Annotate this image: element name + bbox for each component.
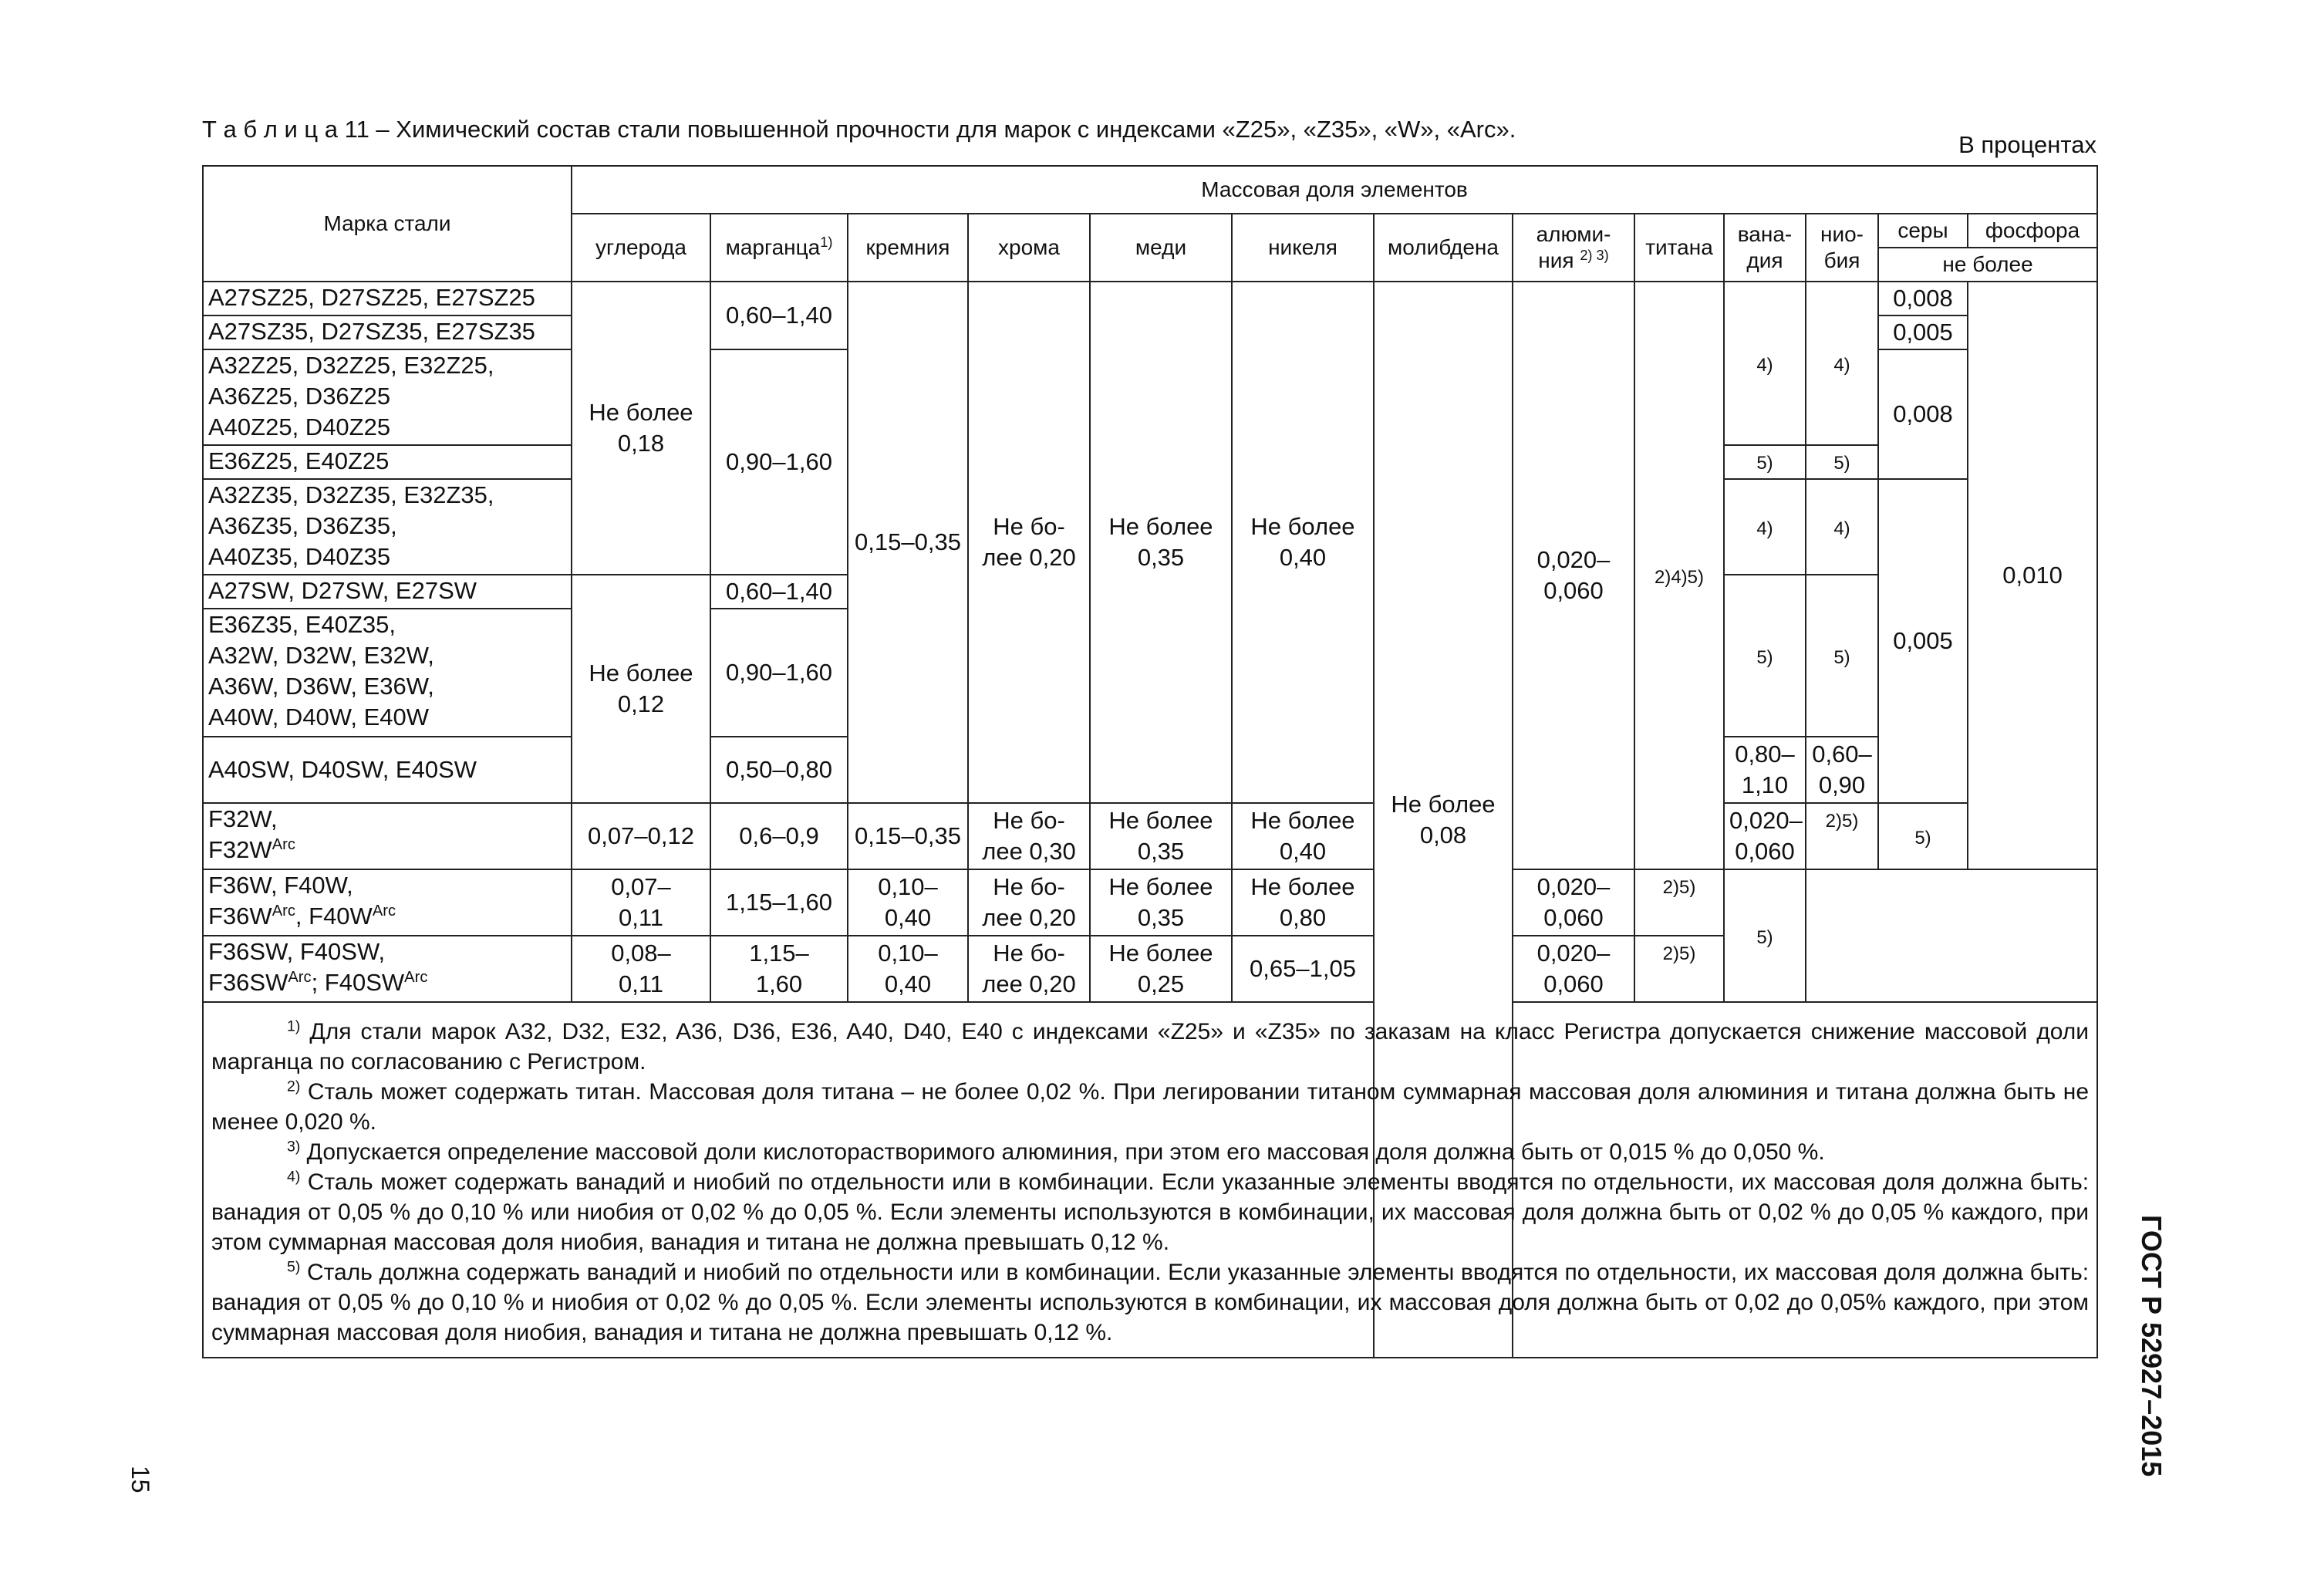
grade-cell: F36W, F40W, $F36W^{Arc}$, $F40W^{Arc}$ <box>203 869 572 936</box>
sulfur-cell: 0,005 <box>1878 315 1968 349</box>
carbon-cell: 0,08– 0,11 <box>572 936 710 1002</box>
manganese-cell: 0,60–1,40 <box>710 282 848 349</box>
header-max: не более <box>1878 248 2097 282</box>
standard-designation: ГОСТ Р 52927–2015 <box>2136 1215 2167 1477</box>
header-titanium: титана <box>1634 214 1724 282</box>
aluminium-cell: 0,020– 0,060 <box>1513 869 1634 936</box>
silicon-cell: 0,10– 0,40 <box>848 936 968 1002</box>
footnote-4: $^{4)}$ Сталь может содержать ванадий и ниобий по отдельности или в комбинации. Если указанные элементы вводятся по отдельности, их массовая доля должна быть: ванадия от 0,05 % до 0,10 % или ниобия от 0,02 % до 0,05 %. Если элементы используются в комбинации, их массовая доля должна быть от 0,02 % до 0,05 % каждого, при этом суммарная массовая доля ниобия, ванадия и титана не должна превышать 0,12 %. <box>211 1168 2090 1255</box>
header-carbon: углерода <box>572 214 710 282</box>
copper-cell: Не более 0,25 <box>1090 936 1232 1002</box>
footnote-5: $^{5)}$ Сталь должна содержать ванадий и ниобий по отдельности или в комбинации. Если указанные элементы вводятся по отдельности, их массовая доля должна быть: ванадия от 0,05 % до 0,10 % и ниобия от 0,02 % до 0,05 %. Если элементы используются в комбинации, их массовая доля должна быть от 0,02 до 0,05% каждого, при этом суммарная массовая доля ниобия, ванадия и титана не должна превышать 0,12 %. <box>211 1258 2090 1345</box>
footnote-1: $^{1)}$ Для стали марок A32, D32, E32, A36, D36, E36, A40, D40, E40 с индексами «Z25» и «Z35» по заказам на класс Регистра допускается снижение массовой доли марганца по согласованию с Регистром. <box>211 1017 2090 1075</box>
header-mass-fraction: Массовая доля элементов <box>572 166 2097 214</box>
niobium-cell: 5) <box>1806 575 1878 737</box>
sulfur-cell: 0,008 <box>1878 282 1968 315</box>
table-row <box>203 282 2097 315</box>
header-niobium: нио- бия <box>1806 214 1878 282</box>
grade-cell: A40SW, D40SW, E40SW <box>203 737 572 803</box>
niobium-cell: 5) <box>1806 445 1878 479</box>
grade-cell: A27SZ25, D27SZ25, E27SZ25 <box>203 282 572 315</box>
vanadium-cell: 5) <box>1724 445 1806 479</box>
copper-cell: Не более 0,35 <box>1090 282 1232 803</box>
manganese-cell: 0,90–1,60 <box>710 609 848 737</box>
grade-cell: A32Z35, D32Z35, E32Z35, A36Z35, D36Z35, A40Z35, D40Z35 <box>203 479 572 575</box>
sulfur-cell: 0,005 <box>1878 479 1968 803</box>
header-molybdenum: молибдена <box>1374 214 1513 282</box>
footnotes-row <box>203 1002 2097 1358</box>
vanadium-cell: 4) <box>1724 282 1806 445</box>
header-phosphorus: фосфора <box>1968 214 2097 248</box>
silicon-cell: 0,15–0,35 <box>848 803 968 869</box>
molybdenum-cell: Не более 0,08 <box>1374 282 1513 1358</box>
header-nickel: никеля <box>1232 214 1374 282</box>
nickel-cell: Не более 0,40 <box>1232 282 1374 803</box>
titanium-cell: 2)5) <box>1806 803 1878 869</box>
aluminium-cell: 0,020– 0,060 <box>1513 282 1634 869</box>
nickel-cell: 0,65–1,05 <box>1232 936 1374 1002</box>
page-number: 15 <box>126 1466 154 1493</box>
chromium-cell: Не бо- лее 0,20 <box>968 936 1090 1002</box>
footnotes <box>203 1002 2097 1358</box>
nickel-cell: Не более 0,40 <box>1232 803 1374 869</box>
vanadium-cell: 4) <box>1724 479 1806 575</box>
vanadium-cell: 5) <box>1724 575 1806 737</box>
manganese-cell: 0,6–0,9 <box>710 803 848 869</box>
footnote-2: $^{2)}$ Сталь может содержать титан. Массовая доля титана – не более 0,02 %. При легировании титаном суммарная массовая доля алюминия и титана должна быть не менее 0,020 %. <box>211 1078 2090 1135</box>
aluminium-cell: 0,020– 0,060 <box>1513 936 1634 1002</box>
grade-cell: F36SW, F40SW, $F36SW^{Arc}$; $F40SW^{Arc}$ <box>203 936 572 1002</box>
grade-cell: A27SZ35, D27SZ35, E27SZ35 <box>203 315 572 349</box>
vanadium-cell: 5) <box>1878 803 1968 869</box>
titanium-cell: 2)5) <box>1634 936 1724 1002</box>
copper-cell: Не более 0,35 <box>1090 869 1232 936</box>
header-vanadium: вана- дия <box>1724 214 1806 282</box>
manganese-cell: 0,50–0,80 <box>710 737 848 803</box>
grade-cell: E36Z25, E40Z25 <box>203 445 572 479</box>
chromium-cell: 0,60– 0,90 <box>1806 737 1878 803</box>
grade-cell: A27SW, D27SW, E27SW <box>203 575 572 609</box>
grade-cell: A32Z25, D32Z25, E32Z25, A36Z25, D36Z25 A40Z25, D40Z25 <box>203 349 572 445</box>
table-row <box>203 803 2097 869</box>
copper-cell: Не более 0,35 <box>1090 803 1232 869</box>
manganese-cell: 0,90–1,60 <box>710 349 848 575</box>
aluminium-cell: 0,020– 0,060 <box>1724 803 1806 869</box>
titanium-cell: 2)5) <box>1634 869 1724 936</box>
header-manganese: марганца$^{1)}$ <box>710 214 848 282</box>
table-caption: Т а б л и ц а 11 – Химический состав стали повышенной прочности для марок с индексами «Z25», «Z35», «W», «Arc». <box>202 116 1516 143</box>
table-row <box>203 869 2097 936</box>
chromium-cell: Не бо- лее 0,20 <box>968 869 1090 936</box>
niobium-cell: 4) <box>1806 479 1878 575</box>
header-sulfur: серы <box>1878 214 1968 248</box>
silicon-cell: 0,80–1,10 <box>1724 737 1806 803</box>
carbon-cell: 0,07– 0,11 <box>572 869 710 936</box>
chemical-composition-table <box>202 165 2098 1358</box>
chromium-cell: Не бо- лее 0,30 <box>968 803 1090 869</box>
units-label: В процентах <box>1958 131 2096 158</box>
chromium-cell: Не бо- лее 0,20 <box>968 282 1090 803</box>
titanium-cell: 2)4)5) <box>1634 282 1724 869</box>
nickel-cell: Не более 0,80 <box>1232 869 1374 936</box>
silicon-cell: 0,15–0,35 <box>848 282 968 803</box>
header-chromium: хрома <box>968 214 1090 282</box>
manganese-cell: 1,15– 1,60 <box>710 936 848 1002</box>
carbon-cell: 0,07–0,12 <box>572 803 710 869</box>
niobium-cell: 4) <box>1806 282 1878 445</box>
carbon-cell: Не более 0,12 <box>572 575 710 803</box>
table-row <box>203 936 2097 1002</box>
footnote-3: $^{3)}$ Допускается определение массовой доли кислоторастворимого алюминия, при этом его массовая доля должна быть от 0,015 % до 0,050 %. <box>287 1138 1825 1165</box>
manganese-cell: 0,60–1,40 <box>710 575 848 609</box>
silicon-cell: 0,10– 0,40 <box>848 869 968 936</box>
vanadium-cell: 5) <box>1724 869 1806 1002</box>
header-aluminium: алюми- ния $^{2) 3)}$ <box>1513 214 1634 282</box>
manganese-cell: 1,15–1,60 <box>710 869 848 936</box>
grade-cell: F32W, $F32W^{Arc}$ <box>203 803 572 869</box>
header-grade: Марка стали <box>203 166 572 282</box>
sulfur-cell: 0,008 <box>1878 349 1968 479</box>
grade-cell: E36Z35, E40Z35, A32W, D32W, E32W, A36W, D36W, E36W, A40W, D40W, E40W <box>203 609 572 737</box>
carbon-cell: Не более 0,18 <box>572 282 710 575</box>
header-copper: меди <box>1090 214 1232 282</box>
header-silicon: кремния <box>848 214 968 282</box>
phosphorus-cell: 0,010 <box>1968 282 2097 869</box>
